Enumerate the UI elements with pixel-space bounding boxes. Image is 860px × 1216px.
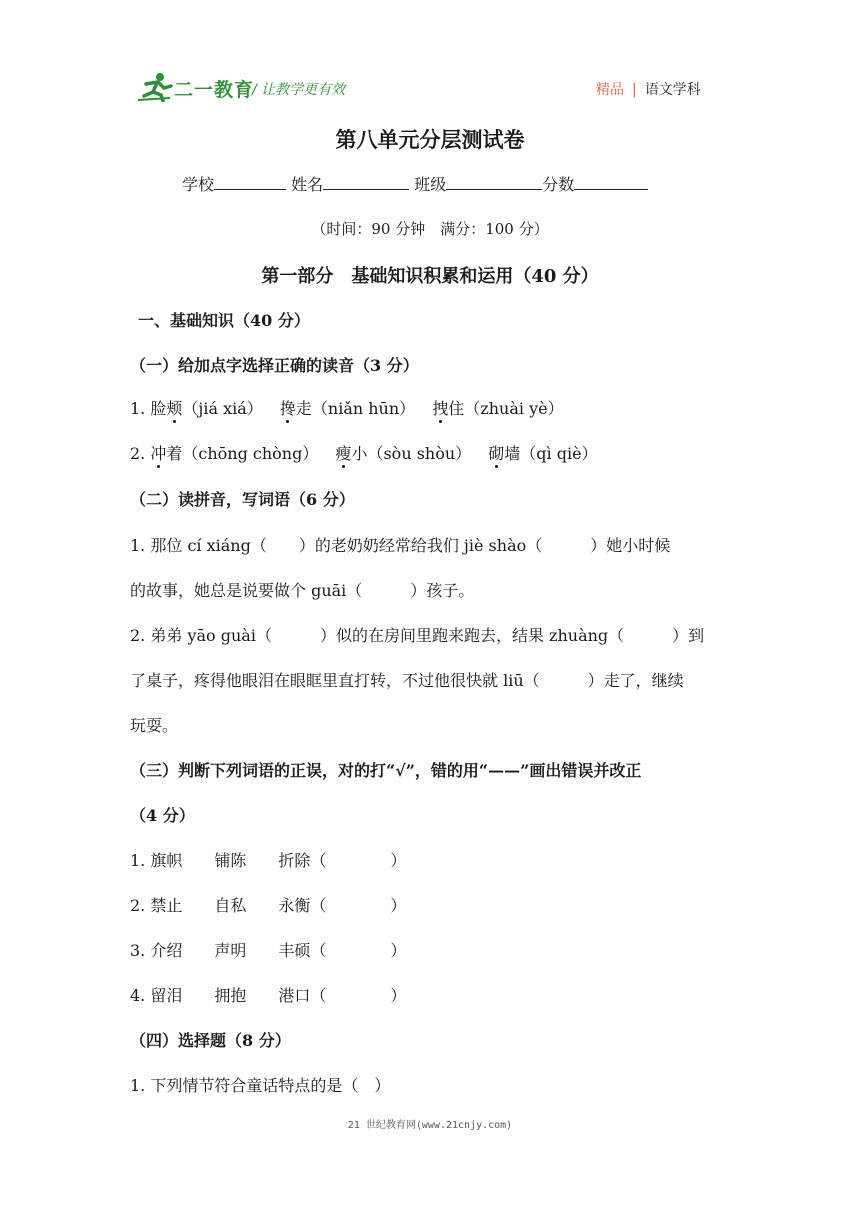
part-heading: 第一部分 基础知识积累和运用（40 分）	[261, 266, 599, 287]
item-number: 1.	[130, 399, 146, 418]
student-info-line	[182, 172, 648, 195]
dotted-char: 搀	[280, 396, 296, 419]
dotted-char: 瘦	[335, 441, 351, 464]
section-heading: 一、基础知识（40 分）	[138, 311, 310, 330]
score-blank	[574, 175, 648, 190]
dotted-char: 冲	[150, 441, 166, 464]
header-tags	[596, 79, 701, 99]
page-footer: 21 世纪教育网(www.21cnjy.com)	[347, 1120, 513, 1131]
q2-line-4: 了桌子，疼得他眼泪在眼眶里直打转，不过他很快就 liū（ ）走了，继续	[130, 671, 684, 690]
name-blank	[323, 175, 409, 190]
class-blank	[446, 175, 542, 190]
pinyin-options: （jiá xiá）	[182, 399, 263, 418]
running-man-logo-icon	[136, 72, 174, 102]
q3-item: 4. 留泪 拥抱 港口（ ）	[130, 986, 407, 1005]
pinyin-options: 小（sòu shòu）	[351, 444, 472, 463]
q4-heading: （四）选择题（8 分）	[130, 1031, 291, 1050]
dotted-char: 颊	[166, 396, 182, 419]
q2-line-5: 玩耍。	[130, 716, 179, 735]
q2-line-1: 1. 那位 cí xiáng（ ）的老奶奶经常给我们 jiè shào（ ）她小时候	[130, 536, 671, 555]
q2-line-3: 2. 弟弟 yāo guài（ ）似的在房间里跑来跑去，结果 zhuàng（ ）到	[130, 626, 705, 645]
q4-line-1: 1. 下列情节符合童话特点的是（ ）	[130, 1076, 391, 1095]
school-label: 学校	[182, 175, 215, 194]
tag-subject: 语文学科	[644, 82, 701, 98]
q3-item: 2. 禁止 自私 永衡（ ）	[130, 896, 407, 915]
name-label: 姓名	[291, 175, 324, 194]
score-label: 分数	[542, 175, 575, 194]
q2-line-2: 的故事，她总是说要做个 guāi（ ）孩子。	[130, 581, 475, 600]
tag-separator: |	[632, 82, 637, 98]
pinyin-options: 墙（qì qiè）	[504, 444, 598, 463]
class-label: 班级	[414, 175, 447, 194]
school-blank	[214, 175, 286, 190]
q3-item: 3. 介绍 声明 丰硕（ ）	[130, 941, 407, 960]
q3-heading: （三）判断下列词语的正误，对的打“√”，错的用“——”画出错误并改正	[130, 761, 642, 780]
q1-line-1	[130, 396, 564, 419]
page-title: 第八单元分层测试卷	[335, 127, 525, 152]
q1-line-2	[130, 441, 598, 464]
q1-heading: （一）给加点字选择正确的读音（3 分）	[130, 356, 419, 375]
word-text: 脸	[150, 399, 167, 418]
pinyin-options: 住（zhuài yè）	[448, 399, 564, 418]
q3-heading-cont: （4 分）	[130, 806, 195, 825]
time-limit: （时间：90 分钟 满分：100 分）	[311, 220, 549, 238]
q3-item: 1. 旗帜 铺陈 折除（ ）	[130, 851, 407, 870]
dotted-char: 砌	[488, 441, 504, 464]
item-number: 2.	[130, 444, 146, 463]
brand-slogan: / 让教学更有效	[252, 82, 346, 98]
dotted-char: 拽	[432, 396, 448, 419]
pinyin-options: 走（niǎn hūn）	[295, 399, 416, 418]
pinyin-options: 着（chōng chòng）	[166, 444, 319, 463]
q2-heading: （二）读拼音，写词语（6 分）	[130, 490, 355, 509]
brand-name: 二一教育	[174, 79, 255, 101]
tag-premium: 精品	[596, 82, 624, 98]
